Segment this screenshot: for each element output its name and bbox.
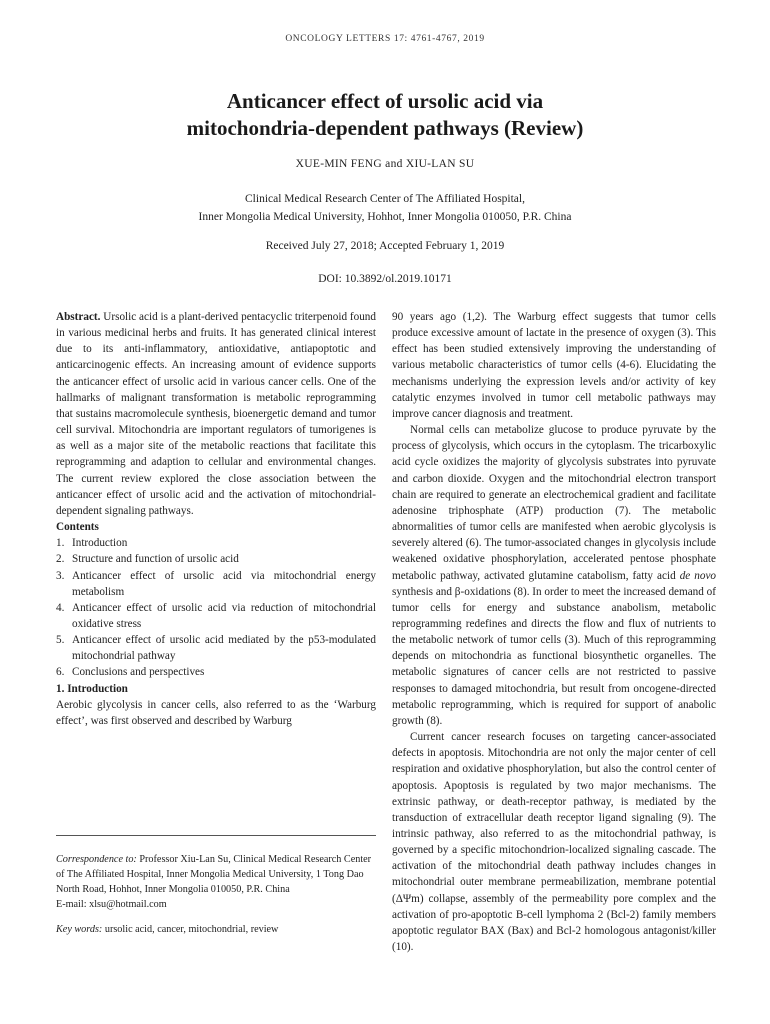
title-line: Anticancer effect of ursolic acid via (226, 89, 544, 113)
footnote-rule (56, 835, 376, 836)
body-paragraph (392, 422, 716, 729)
intro-heading: 1. Introduction (56, 682, 128, 695)
toc-text: Structure and function of ursolic acid (72, 553, 239, 566)
toc-text: Anticancer effect of ursolic acid via mitochondrial energy metabolism (72, 569, 376, 598)
toc-item (56, 664, 376, 680)
body-text: Normal cells can metabolize glucose to produce pyruvate by the process of glycolysis, which occurs in the cytoplasm. The tricarboxylic acid cycle oxidizes the majority of glycolysis substrates into pyruvate and carbon dioxide. Oxygen and the mitochondrial electron transport chain are required to generate an electrochemical gradient and facilitate adenosine triphosphate (ATP) production (7). The metabolic abnormalities of tumor cells are manifested when aerobic glycolysis is severely altered (6). The tumor-associated changes in glycolysis include weakened oxidative phosphorylation, accelerated pentose phosphate metabolic pathway, activated glutamine catabolism, fatty acid (392, 424, 716, 582)
toc-num: 2. (56, 553, 65, 566)
article-title (40, 88, 730, 142)
table-of-contents (56, 535, 376, 680)
toc-item (56, 600, 376, 632)
keywords-footnote (56, 922, 380, 937)
affiliation (0, 190, 770, 226)
affiliation-line: Inner Mongolia Medical University, Hohhot, Inner Mongolia 010050, P.R. China (198, 211, 572, 223)
body-paragraph: Current cancer research focuses on targeting cancer-associated defects in apoptosis. Mitochondria are not only the major center of cell respiration and oxidative phosphorylation, but also the control center of apoptosis. Apoptosis is regulated by two major mechanisms. The extrinsic pathway, or death-receptor pathway, is mediated by the transduction of extracellular death receptor ligand signaling (9). The intrinsic pathway, also referred to as the mitochondrial pathway, is governed by a specific mitochondrion-localized signaling cascade. The activation of the mitochondrial death pathway includes changes in mitochondrial outer membrane permeabilization, membrane potential (ΔΨm) collapse, assembly of the permeability pore complex and the activation of pro-apoptotic B-cell lymphoma 2 (Bcl-2) family members apoptotic regulator BAX (Bax) and Bcl-2 homologous antagonist/killer (10). (392, 731, 716, 954)
body-text: synthesis and β-oxidations (8). In order to meet the increased demand of tumor cells for energy and substance anabolism, metabolic reprogramming redefines and directs the flow and flux of nutrients to the metabolic network of tumor cells (3). Much of this reprogramming depends on mitochondria as functional biosynthetic organelles. The metabolic signatures of cancer cells are not restricted to passive responses to damaged mitochondria, but result from oncogene-directed metabolic reprogramming, which is required for support of anabolic growth (8). (392, 585, 716, 727)
keywords-text: ursolic acid, cancer, mitochondrial, review (104, 924, 279, 935)
toc-item (56, 551, 376, 567)
correspondence-email: E-mail: xlsu@hotmail.com (56, 899, 167, 910)
toc-num: 1. (56, 537, 65, 550)
doi: DOI: 10.3892/ol.2019.10171 (318, 273, 452, 285)
toc-num: 5. (56, 634, 65, 647)
left-column (56, 309, 376, 729)
toc-num: 6. (56, 666, 65, 679)
right-column (392, 309, 716, 955)
correspondence-footnote (56, 852, 380, 912)
toc-text: Anticancer effect of ursolic acid via reduction of mitochondrial oxidative stress (72, 601, 376, 630)
toc-text: Conclusions and perspectives (72, 666, 205, 679)
toc-item (56, 535, 376, 551)
title-line: mitochondria-dependent pathways (Review) (186, 116, 584, 140)
received-dates: Received July 27, 2018; Accepted February 1, 2019 (265, 240, 505, 252)
body-paragraph: 90 years ago (1,2). The Warburg effect suggests that tumor cells produce excessive amount of lactate in the presence of oxygen (3). This effect has been studied extensively improving the understanding of various metabolic characteristics of tumor cells (4-6). Elucidating the mechanisms underlying the expression levels and/or activity of key catalytic enzymes involved in tumor cell metabolic pathways may improve cancer diagnosis and treatment. (392, 311, 716, 420)
contents-heading: Contents (56, 521, 99, 534)
abstract (56, 309, 376, 519)
journal-header: ONCOLOGY LETTERS 17: 4761-4767, 2019 (285, 34, 485, 44)
keywords-label: Key words: (56, 924, 103, 935)
toc-num: 3. (56, 569, 65, 582)
abstract-text: Ursolic acid is a plant-derived pentacyclic triterpenoid found in various medicinal herbs and fruits. It has generated clinical interest due to its anti-inflammatory, antioxidative, antiapoptotic and anticarcinogenic effects. An increasing amount of evidence supports the anticancer effect of ursolic acid in various cancer cells. One of the hallmarks of malignant transformation is metabolic reprogramming that sustains macromolecule synthesis, bioenergetic demand and tumor cell survival. Mitochondria are important regulators of tumorigenes is as well as a major site of the metabolic reactions that facilitate this reprogramming and adaption to cellular and environmental changes. The current review explored the close association between the anticancer effect of ursolic acid and the activation of mitochondrial-dependent signaling pathways. (56, 311, 376, 517)
toc-text: Introduction (72, 537, 128, 550)
body-italic: de novo (679, 569, 717, 582)
toc-item (56, 568, 376, 600)
correspondence-text: Professor Xiu-Lan Su, Clinical Medical Research Center of The Affiliated Hospital, Inner Mongolia Medical University, 1 Tong Dao North Road, Hohhot, Inner Mongolia 010050, P.R. China (56, 854, 372, 895)
intro-paragraph: Aerobic glycolysis in cancer cells, also referred to as the ‘Warburg effect’, was first observed and described by Warburg (56, 698, 376, 727)
toc-item (56, 632, 376, 664)
abstract-label: Abstract. (56, 311, 101, 323)
affiliation-line: Clinical Medical Research Center of The Affiliated Hospital, (245, 193, 525, 205)
toc-text: Anticancer effect of ursolic acid mediated by the p53-modulated mitochondrial pathway (72, 634, 376, 663)
correspondence-label: Correspondence to: (56, 854, 137, 865)
authors: XUE-MIN FENG and XIU-LAN SU (295, 158, 475, 170)
toc-num: 4. (56, 601, 65, 614)
